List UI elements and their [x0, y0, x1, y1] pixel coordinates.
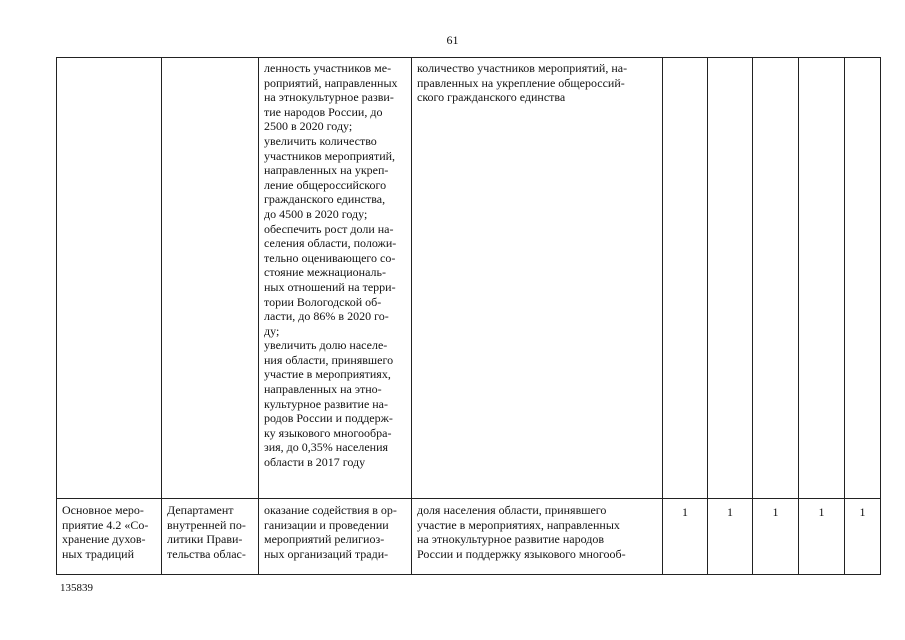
indicator-cell: количество участников мероприятий, на- правленных на укрепление общероссий- ского гражданского единства — [412, 58, 663, 499]
value-cell — [753, 58, 799, 499]
measure-name-cell: Основное меро- приятие 4.2 «Со- хранение духов- ных традиций — [57, 499, 162, 575]
expected-result-cell: оказание содействия в ор- ганизации и проведении мероприятий религиоз- ных организаций тради- — [259, 499, 412, 575]
value-cell — [708, 58, 753, 499]
indicator-cell: доля населения области, принявшего участие в мероприятиях, направленных на этнокультурное развитие народов России и поддержку языкового многооб- — [412, 499, 663, 575]
value-cell: 1 — [845, 499, 881, 575]
executor-cell: Департамент внутренней по- литики Прави- тельства облас- — [162, 499, 259, 575]
expected-result-cell: ленность участников ме- роприятий, направленных на этнокультурное разви- тие народов России, до 2500 в 2020 году; увеличить количество участников мероприятий, направленных на укреп- ление общероссийского гражданского единства, до 4500 в 2020 году; обеспечить рост доли на- селения области, положи- тельно оценивающего со- стояние межнациональ- ных отношений на терри- тории Вологодской об- ласти, до 86% в 2020 го- ду; увеличить долю населе- ния области, принявшего участие в мероприятиях, направленных на этно- культурное развитие на- родов России и поддерж- ку языкового многообра- зия, до 0,35% населения области в 2017 году — [259, 58, 412, 499]
document-code: 135839 — [60, 582, 93, 594]
value-cell: 1 — [799, 499, 845, 575]
value-cell — [799, 58, 845, 499]
page-number: 61 — [446, 33, 459, 47]
value-cell: 1 — [663, 499, 708, 575]
executor-cell — [162, 58, 259, 499]
value-cell — [845, 58, 881, 499]
value-cell — [663, 58, 708, 499]
program-table — [56, 57, 881, 575]
table-row — [57, 499, 881, 575]
measure-name-cell — [57, 58, 162, 499]
table-row — [57, 58, 881, 499]
value-cell: 1 — [708, 499, 753, 575]
value-cell: 1 — [753, 499, 799, 575]
